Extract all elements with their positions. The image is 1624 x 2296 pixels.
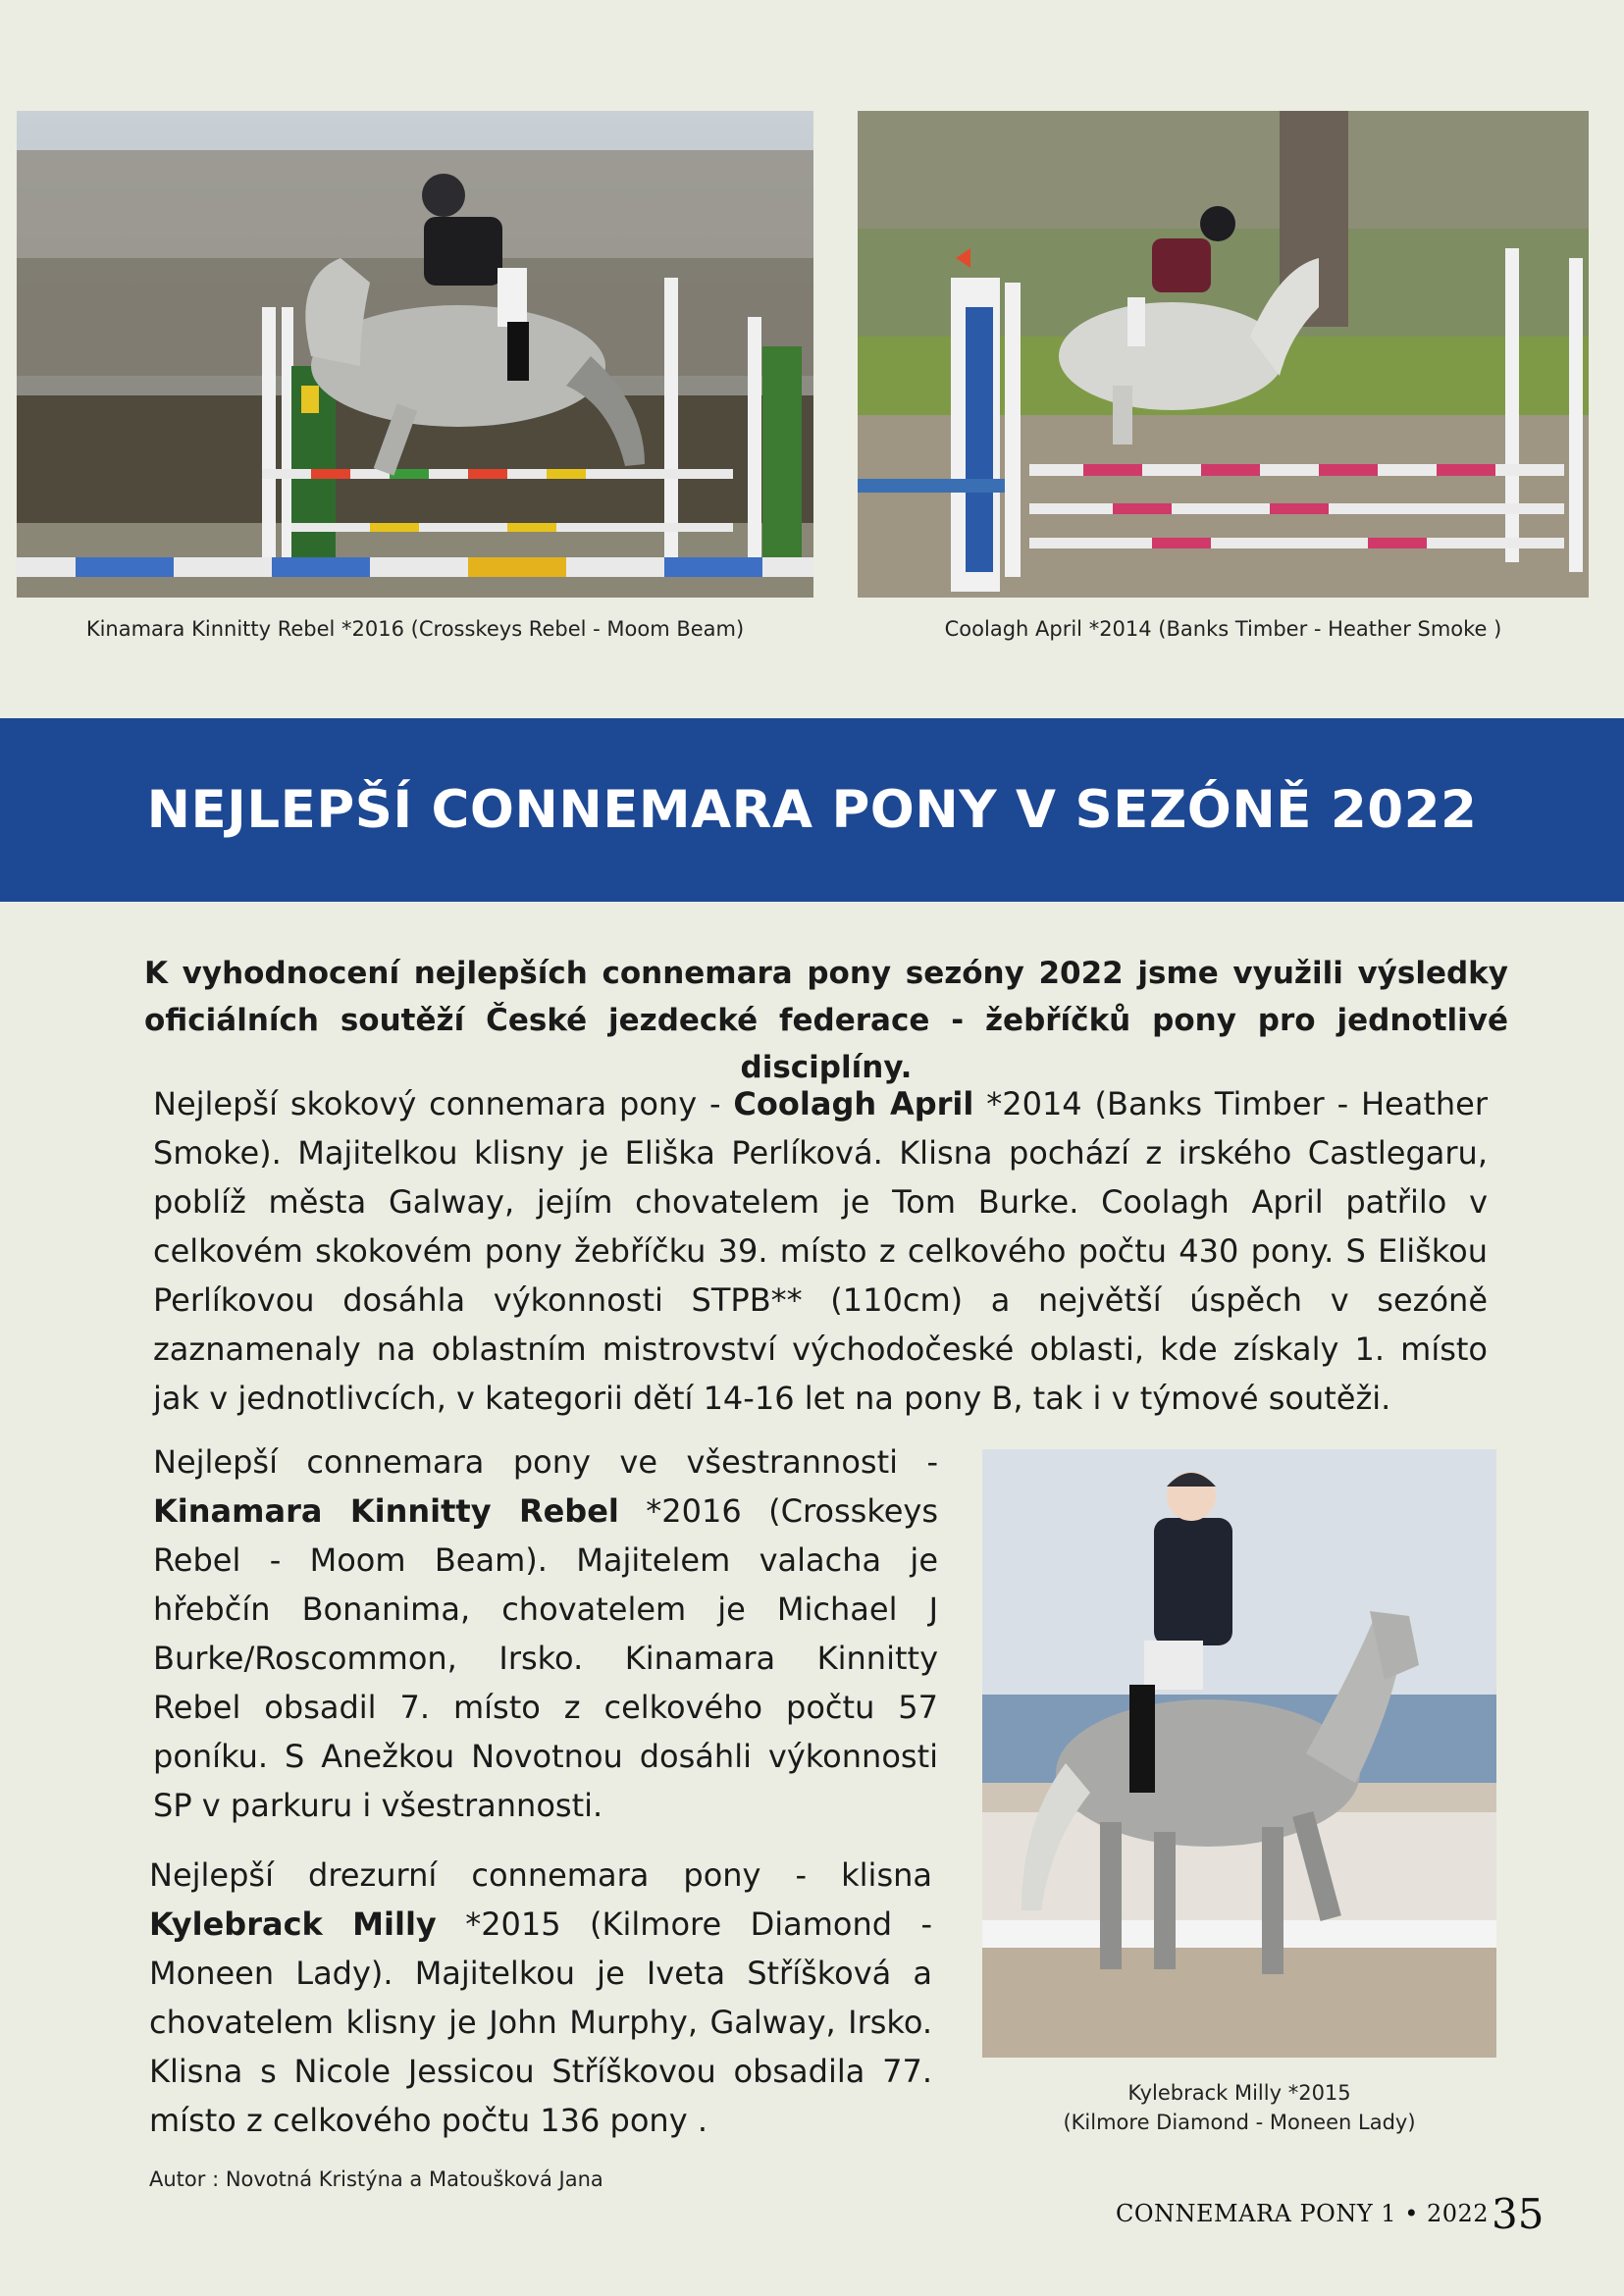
page-title: NEJLEPŠÍ CONNEMARA PONY V SEZÓNĚ 2022 [146,780,1478,840]
photo-coolagh-april [858,111,1589,598]
paragraph-body: *2014 (Banks Timber - Heather Smoke). Majitelkou klisny je Eliška Perlíková. Klisna pochází z irského Castlegaru, poblíž města Galway, jejím chovatelem je Tom Burke. Coolagh April patřilo v celkovém skokovém pony žebříčku 39. místo z celkového počtu 430 pony. S Eliškou Perlíkovou dosáhla výkonnosti STPB** (110cm) a největší úspěch v sezóně zaznamenaly na oblastním mistrovství východočeské oblasti, kde získaly 1. místo jak v jednotlivcích, v kategorii dětí 14-16 let na pony B, tak i v týmové soutěži. [153,1085,1489,1417]
horse-name: Coolagh April [733,1085,974,1122]
paragraph-intro: Nejlepší skokový connemara pony - [153,1085,734,1122]
photo-caption: Kinamara Kinnitty Rebel *2016 (Crosskeys Rebel - Moom Beam) [85,617,745,641]
footer-brand: CONNEMARA PONY 1 • 2022 [1116,2200,1490,2227]
horse-name: Kylebrack Milly [149,1905,437,1943]
lead-paragraph: K vyhodnocení nejlepších connemara pony sezóny 2022 jsme využili výsledky oficiálních soutěží České jezdecké federace - žebříčků pony pro jednotlivé disciplíny. [144,956,1508,1085]
paragraph-eventing [153,1437,938,1830]
paragraph-intro: Nejlepší connemara pony ve všestrannosti - [153,1443,938,1481]
horse-name: Kinamara Kinnitty Rebel [153,1492,619,1530]
photo-caption-line2: (Kilmore Diamond - Moneen Lady) [1063,2111,1416,2134]
paragraph-body: *2016 (Crosskeys Rebel - Moom Beam). Majitelem valacha je hřebčín Bonanima, chovatelem je Michael J Burke/Roscommon, Irsko. Kinamara Kinnitty Rebel obsadil 7. místo z celkového počtu 57 poníku. S Anežkou Novotnou dosáhli výkonnosti SP v parkuru i všestrannosti. [153,1492,939,1824]
photo-caption-line1: Kylebrack Milly *2015 [1127,2081,1351,2105]
photo-caption: Coolagh April *2014 (Banks Timber - Heather Smoke ) [944,617,1502,641]
title-banner [0,718,1624,902]
photo-kinamara-kinnitty-rebel [17,111,813,598]
paragraph-body: *2015 (Kilmore Diamond - Moneen Lady). Majitelkou je Iveta Stříšková a chovatelem klisny je John Murphy, Galway, Irsko. Klisna s Nicole Jessicou Stříškovou obsadila 77. místo z celkového počtu 136 pony . [149,1905,933,2139]
paragraph-show-jumping [153,1079,1488,1423]
page-number: 35 [1492,2190,1545,2238]
author-credit: Autor : Novotná Kristýna a Matoušková Jana [149,2167,603,2191]
paragraph-dressage [149,1851,932,2145]
photo-kylebrack-milly [982,1449,1496,2058]
paragraph-intro: Nejlepší drezurní connemara pony - klisna [149,1856,932,1894]
